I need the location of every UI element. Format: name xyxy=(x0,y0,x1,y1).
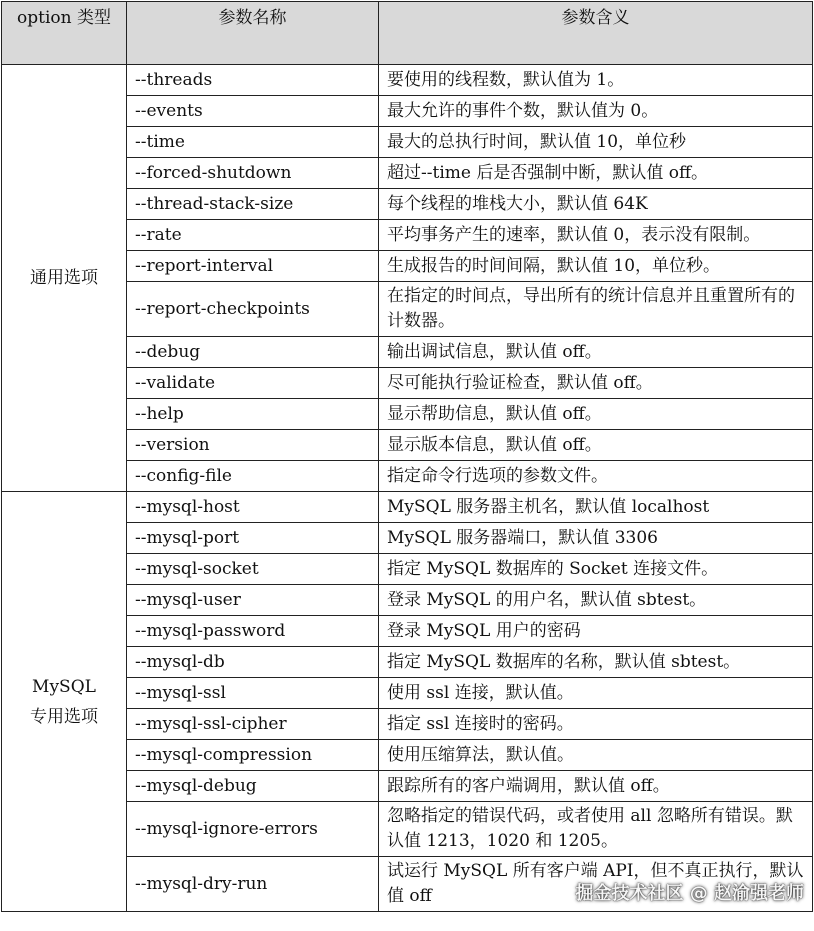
group-label: 通用选项 xyxy=(2,65,127,492)
options-table xyxy=(1,1,813,912)
param-description: 指定命令行选项的参数文件。 xyxy=(379,461,813,492)
param-name: --mysql-dry-run xyxy=(127,857,379,912)
param-description: 显示版本信息，默认值 off。 xyxy=(379,430,813,461)
param-name: --time xyxy=(127,127,379,158)
param-name: --mysql-user xyxy=(127,585,379,616)
header-param-meaning: 参数含义 xyxy=(379,2,813,65)
param-description: 使用压缩算法，默认值。 xyxy=(379,740,813,771)
param-description: 忽略指定的错误代码，或者使用 all 忽略所有错误。默认值 1213，1020 和 1205。 xyxy=(379,802,813,857)
param-description: 试运行 MySQL 所有客户端 API，但不真正执行，默认值 off xyxy=(379,857,813,912)
param-name: --report-checkpoints xyxy=(127,282,379,337)
table-row xyxy=(2,65,813,96)
table-header-row xyxy=(2,2,813,65)
param-name: --report-interval xyxy=(127,251,379,282)
param-description: 输出调试信息，默认值 off。 xyxy=(379,337,813,368)
param-description: 生成报告的时间间隔，默认值 10，单位秒。 xyxy=(379,251,813,282)
param-name: --mysql-ignore-errors xyxy=(127,802,379,857)
param-description: 超过--time 后是否强制中断，默认值 off。 xyxy=(379,158,813,189)
param-description: 尽可能执行验证检查，默认值 off。 xyxy=(379,368,813,399)
param-name: --mysql-host xyxy=(127,492,379,523)
param-description: 要使用的线程数，默认值为 1。 xyxy=(379,65,813,96)
param-name: --mysql-password xyxy=(127,616,379,647)
param-description: 指定 MySQL 数据库的 Socket 连接文件。 xyxy=(379,554,813,585)
param-description: 最大允许的事件个数，默认值为 0。 xyxy=(379,96,813,127)
param-description: 最大的总执行时间，默认值 10，单位秒 xyxy=(379,127,813,158)
param-description: 指定 ssl 连接时的密码。 xyxy=(379,709,813,740)
param-name: --help xyxy=(127,399,379,430)
header-option-type: option 类型 xyxy=(2,2,127,65)
param-description: 登录 MySQL 用户的密码 xyxy=(379,616,813,647)
param-name: --debug xyxy=(127,337,379,368)
watermark-text: 掘金技术社区 @ 赵渝强老师 xyxy=(575,883,804,904)
param-description: MySQL 服务器端口，默认值 3306 xyxy=(379,523,813,554)
param-description: 每个线程的堆栈大小，默认值 64K xyxy=(379,189,813,220)
param-name: --mysql-socket xyxy=(127,554,379,585)
param-description: 跟踪所有的客户端调用，默认值 off。 xyxy=(379,771,813,802)
param-name: --validate xyxy=(127,368,379,399)
group-label: MySQL 专用选项 xyxy=(2,492,127,912)
table-row xyxy=(2,492,813,523)
param-name: --config-file xyxy=(127,461,379,492)
param-name: --threads xyxy=(127,65,379,96)
param-description: 使用 ssl 连接，默认值。 xyxy=(379,678,813,709)
param-name: --forced-shutdown xyxy=(127,158,379,189)
param-description: 在指定的时间点，导出所有的统计信息并且重置所有的计数器。 xyxy=(379,282,813,337)
param-name: --mysql-compression xyxy=(127,740,379,771)
param-name: --rate xyxy=(127,220,379,251)
param-description: 显示帮助信息，默认值 off。 xyxy=(379,399,813,430)
param-name: --mysql-ssl xyxy=(127,678,379,709)
param-name: --mysql-db xyxy=(127,647,379,678)
param-description: 登录 MySQL 的用户名，默认值 sbtest。 xyxy=(379,585,813,616)
param-name: --mysql-port xyxy=(127,523,379,554)
param-description: MySQL 服务器主机名，默认值 localhost xyxy=(379,492,813,523)
param-name: --mysql-ssl-cipher xyxy=(127,709,379,740)
param-name: --thread-stack-size xyxy=(127,189,379,220)
header-param-name: 参数名称 xyxy=(127,2,379,65)
param-description: 平均事务产生的速率，默认值 0，表示没有限制。 xyxy=(379,220,813,251)
param-description: 指定 MySQL 数据库的名称，默认值 sbtest。 xyxy=(379,647,813,678)
param-name: --mysql-debug xyxy=(127,771,379,802)
param-name: --version xyxy=(127,430,379,461)
param-name: --events xyxy=(127,96,379,127)
